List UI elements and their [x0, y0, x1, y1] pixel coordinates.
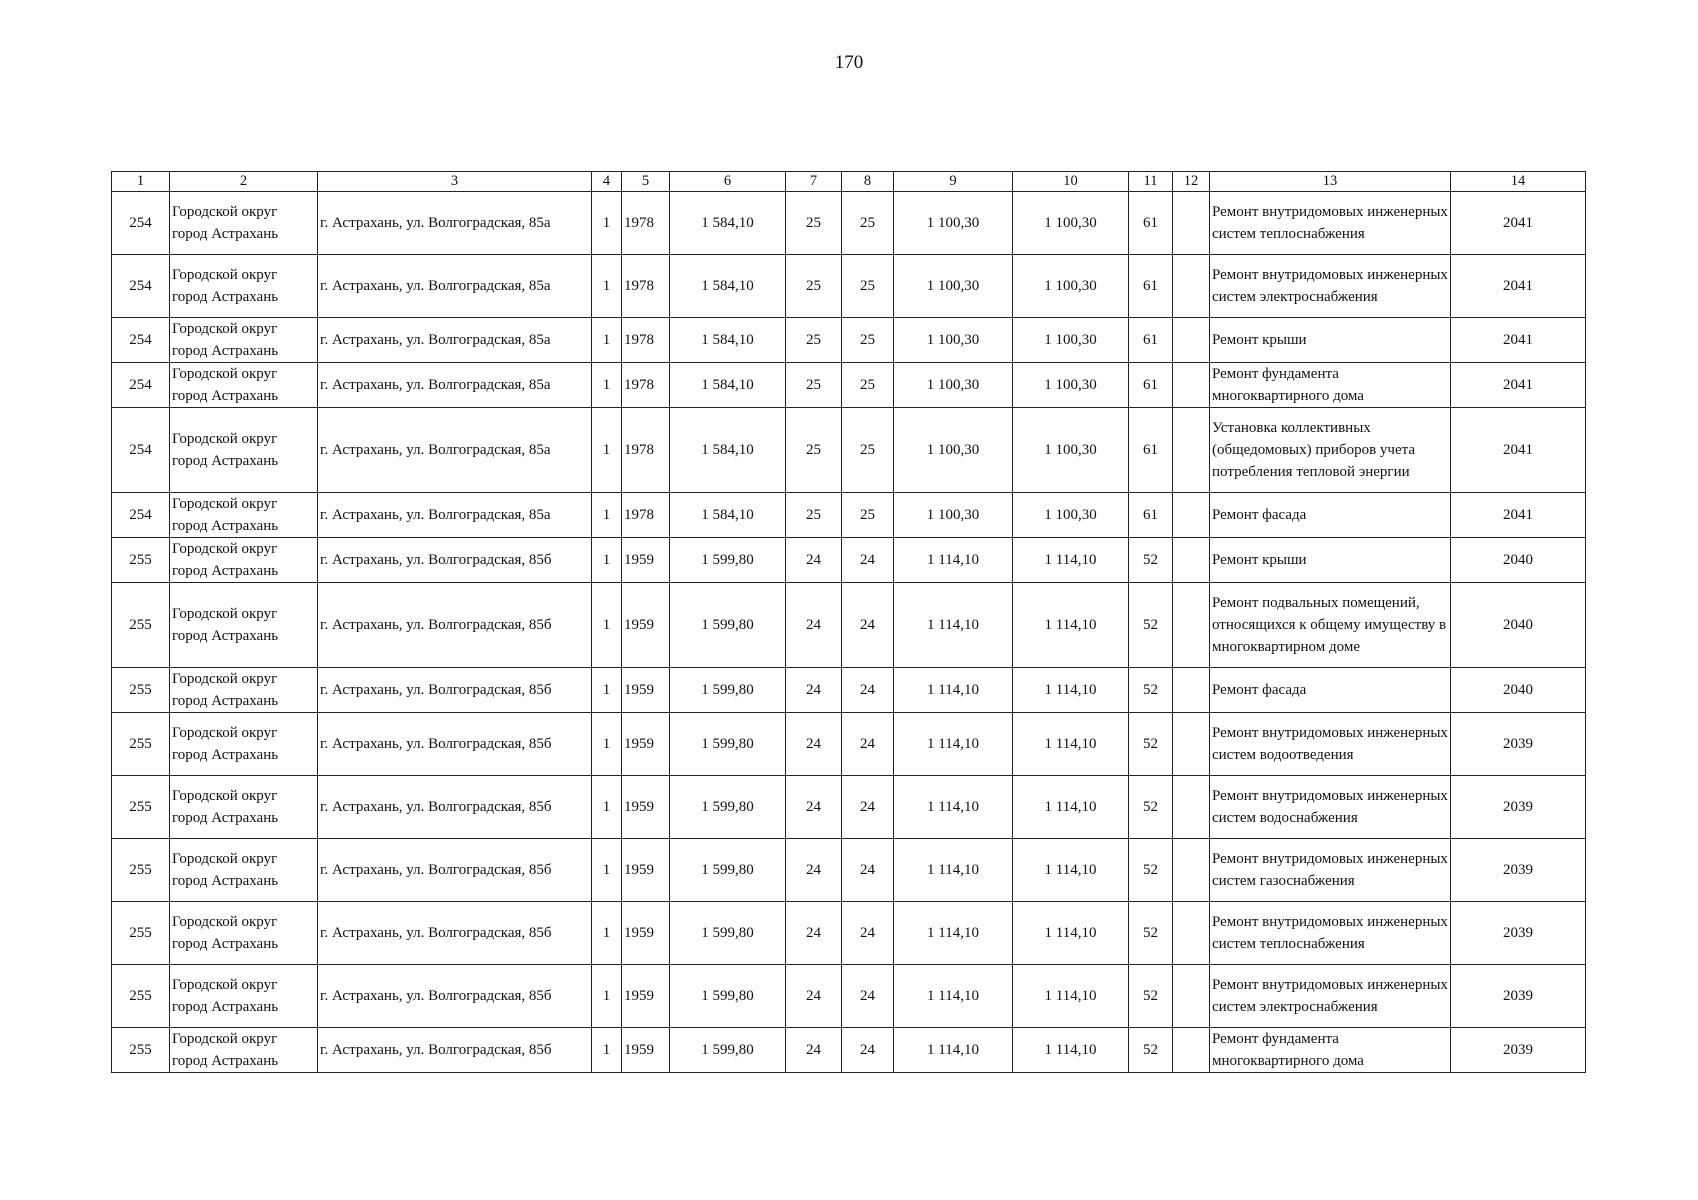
living-area-cell: 1 100,30 [894, 363, 1013, 408]
municipality-cell: Городской округ город Астрахань [170, 408, 318, 493]
wear-percent-cell: 61 [1129, 255, 1173, 318]
building-count-cell: 1 [592, 776, 622, 839]
building-count-cell: 1 [592, 493, 622, 538]
total-area-cell: 1 599,80 [670, 776, 786, 839]
total-area-cell: 1 599,80 [670, 668, 786, 713]
col-12-cell [1173, 538, 1210, 583]
construction-year-cell: 1959 [622, 776, 670, 839]
table-body [112, 192, 1586, 1073]
wear-percent-cell: 52 [1129, 583, 1173, 668]
residents-count-cell: 24 [842, 713, 894, 776]
total-area-cell: 1 584,10 [670, 255, 786, 318]
living-area-cell: 1 114,10 [894, 776, 1013, 839]
row-number-cell: 254 [112, 493, 170, 538]
table-row [112, 318, 1586, 363]
municipality-cell: Городской округ город Астрахань [170, 538, 318, 583]
building-count-cell: 1 [592, 965, 622, 1028]
row-number-cell: 255 [112, 1028, 170, 1073]
row-number-cell: 254 [112, 318, 170, 363]
address-cell: г. Астрахань, ул. Волгоградская, 85б [318, 538, 592, 583]
total-area-cell: 1 584,10 [670, 493, 786, 538]
construction-year-cell: 1959 [622, 668, 670, 713]
repair-work-type-cell: Ремонт подвальных помещений, относящихся к общему имуществу в многоквартирном доме [1210, 583, 1451, 668]
living-area-cell: 1 114,10 [894, 839, 1013, 902]
column-number-row [112, 172, 1586, 192]
address-cell: г. Астрахань, ул. Волгоградская, 85б [318, 965, 592, 1028]
residents-count-cell: 25 [842, 408, 894, 493]
col-header-1: 1 [112, 172, 170, 192]
page-number: 170 [834, 52, 864, 73]
planned-year-cell: 2039 [1451, 1028, 1586, 1073]
building-count-cell: 1 [592, 902, 622, 965]
construction-year-cell: 1978 [622, 493, 670, 538]
address-cell: г. Астрахань, ул. Волгоградская, 85б [318, 583, 592, 668]
building-count-cell: 1 [592, 192, 622, 255]
living-area-cell: 1 114,10 [894, 668, 1013, 713]
municipality-cell: Городской округ город Астрахань [170, 965, 318, 1028]
apartments-area-cell: 1 114,10 [1013, 583, 1129, 668]
planned-year-cell: 2041 [1451, 493, 1586, 538]
building-count-cell: 1 [592, 538, 622, 583]
living-area-cell: 1 114,10 [894, 538, 1013, 583]
apartment-count-cell: 24 [786, 538, 842, 583]
total-area-cell: 1 599,80 [670, 538, 786, 583]
wear-percent-cell: 61 [1129, 192, 1173, 255]
apartments-area-cell: 1 100,30 [1013, 408, 1129, 493]
residents-count-cell: 24 [842, 965, 894, 1028]
address-cell: г. Астрахань, ул. Волгоградская, 85б [318, 902, 592, 965]
wear-percent-cell: 52 [1129, 538, 1173, 583]
row-number-cell: 255 [112, 538, 170, 583]
building-count-cell: 1 [592, 583, 622, 668]
building-count-cell: 1 [592, 318, 622, 363]
col-header-8: 8 [842, 172, 894, 192]
construction-year-cell: 1978 [622, 192, 670, 255]
col-header-5: 5 [622, 172, 670, 192]
col-header-12: 12 [1173, 172, 1210, 192]
col-12-cell [1173, 493, 1210, 538]
planned-year-cell: 2040 [1451, 538, 1586, 583]
construction-year-cell: 1959 [622, 1028, 670, 1073]
address-cell: г. Астрахань, ул. Волгоградская, 85а [318, 363, 592, 408]
residents-count-cell: 24 [842, 668, 894, 713]
construction-year-cell: 1978 [622, 255, 670, 318]
col-12-cell [1173, 1028, 1210, 1073]
col-12-cell [1173, 776, 1210, 839]
repair-work-type-cell: Ремонт внутридомовых инженерных систем газоснабжения [1210, 839, 1451, 902]
apartment-count-cell: 25 [786, 255, 842, 318]
col-header-11: 11 [1129, 172, 1173, 192]
row-number-cell: 255 [112, 965, 170, 1028]
planned-year-cell: 2039 [1451, 965, 1586, 1028]
address-cell: г. Астрахань, ул. Волгоградская, 85а [318, 408, 592, 493]
building-count-cell: 1 [592, 363, 622, 408]
apartment-count-cell: 25 [786, 408, 842, 493]
apartments-area-cell: 1 100,30 [1013, 318, 1129, 363]
apartments-area-cell: 1 114,10 [1013, 965, 1129, 1028]
living-area-cell: 1 114,10 [894, 965, 1013, 1028]
planned-year-cell: 2041 [1451, 408, 1586, 493]
residents-count-cell: 25 [842, 192, 894, 255]
apartment-count-cell: 24 [786, 668, 842, 713]
wear-percent-cell: 52 [1129, 839, 1173, 902]
col-12-cell [1173, 408, 1210, 493]
col-header-2: 2 [170, 172, 318, 192]
col-header-13: 13 [1210, 172, 1451, 192]
residents-count-cell: 24 [842, 583, 894, 668]
col-12-cell [1173, 902, 1210, 965]
repair-work-type-cell: Ремонт внутридомовых инженерных систем электроснабжения [1210, 965, 1451, 1028]
row-number-cell: 255 [112, 668, 170, 713]
building-count-cell: 1 [592, 839, 622, 902]
apartments-area-cell: 1 100,30 [1013, 255, 1129, 318]
residents-count-cell: 24 [842, 538, 894, 583]
apartment-count-cell: 25 [786, 363, 842, 408]
row-number-cell: 255 [112, 839, 170, 902]
apartment-count-cell: 24 [786, 839, 842, 902]
repair-work-type-cell: Ремонт фасада [1210, 668, 1451, 713]
residents-count-cell: 24 [842, 1028, 894, 1073]
table-row [112, 538, 1586, 583]
planned-year-cell: 2040 [1451, 668, 1586, 713]
col-12-cell [1173, 965, 1210, 1028]
residents-count-cell: 24 [842, 839, 894, 902]
table-row [112, 776, 1586, 839]
col-12-cell [1173, 713, 1210, 776]
col-header-7: 7 [786, 172, 842, 192]
col-header-6: 6 [670, 172, 786, 192]
municipality-cell: Городской округ город Астрахань [170, 668, 318, 713]
municipality-cell: Городской округ город Астрахань [170, 318, 318, 363]
municipality-cell: Городской округ город Астрахань [170, 776, 318, 839]
living-area-cell: 1 100,30 [894, 192, 1013, 255]
planned-year-cell: 2039 [1451, 713, 1586, 776]
apartments-area-cell: 1 100,30 [1013, 192, 1129, 255]
col-12-cell [1173, 668, 1210, 713]
repair-work-type-cell: Ремонт внутридомовых инженерных систем теплоснабжения [1210, 192, 1451, 255]
table-row [112, 1028, 1586, 1073]
total-area-cell: 1 584,10 [670, 318, 786, 363]
planned-year-cell: 2041 [1451, 318, 1586, 363]
col-12-cell [1173, 318, 1210, 363]
row-number-cell: 255 [112, 776, 170, 839]
building-count-cell: 1 [592, 1028, 622, 1073]
table-row [112, 363, 1586, 408]
apartment-count-cell: 24 [786, 583, 842, 668]
construction-year-cell: 1959 [622, 713, 670, 776]
col-header-9: 9 [894, 172, 1013, 192]
apartments-area-cell: 1 114,10 [1013, 713, 1129, 776]
address-cell: г. Астрахань, ул. Волгоградская, 85б [318, 776, 592, 839]
municipality-cell: Городской округ город Астрахань [170, 1028, 318, 1073]
col-12-cell [1173, 583, 1210, 668]
municipality-cell: Городской округ город Астрахань [170, 583, 318, 668]
building-count-cell: 1 [592, 408, 622, 493]
row-number-cell: 254 [112, 255, 170, 318]
row-number-cell: 255 [112, 583, 170, 668]
living-area-cell: 1 114,10 [894, 713, 1013, 776]
table-row [112, 408, 1586, 493]
planned-year-cell: 2041 [1451, 192, 1586, 255]
construction-year-cell: 1959 [622, 965, 670, 1028]
row-number-cell: 254 [112, 363, 170, 408]
residents-count-cell: 25 [842, 363, 894, 408]
total-area-cell: 1 599,80 [670, 839, 786, 902]
repair-work-type-cell: Ремонт фасада [1210, 493, 1451, 538]
col-12-cell [1173, 255, 1210, 318]
residents-count-cell: 24 [842, 776, 894, 839]
living-area-cell: 1 114,10 [894, 583, 1013, 668]
residents-count-cell: 24 [842, 902, 894, 965]
address-cell: г. Астрахань, ул. Волгоградская, 85б [318, 839, 592, 902]
address-cell: г. Астрахань, ул. Волгоградская, 85а [318, 318, 592, 363]
apartments-area-cell: 1 114,10 [1013, 1028, 1129, 1073]
apartments-area-cell: 1 100,30 [1013, 363, 1129, 408]
wear-percent-cell: 52 [1129, 776, 1173, 839]
total-area-cell: 1 599,80 [670, 713, 786, 776]
table-row [112, 192, 1586, 255]
col-12-cell [1173, 363, 1210, 408]
building-count-cell: 1 [592, 668, 622, 713]
total-area-cell: 1 599,80 [670, 902, 786, 965]
municipality-cell: Городской округ город Астрахань [170, 192, 318, 255]
wear-percent-cell: 52 [1129, 965, 1173, 1028]
table-row [112, 902, 1586, 965]
repair-work-type-cell: Ремонт внутридомовых инженерных систем водоснабжения [1210, 776, 1451, 839]
address-cell: г. Астрахань, ул. Волгоградская, 85б [318, 713, 592, 776]
wear-percent-cell: 61 [1129, 318, 1173, 363]
table-row [112, 713, 1586, 776]
construction-year-cell: 1959 [622, 902, 670, 965]
living-area-cell: 1 114,10 [894, 1028, 1013, 1073]
total-area-cell: 1 599,80 [670, 965, 786, 1028]
repair-work-type-cell: Ремонт внутридомовых инженерных систем водоотведения [1210, 713, 1451, 776]
wear-percent-cell: 52 [1129, 668, 1173, 713]
construction-year-cell: 1959 [622, 839, 670, 902]
planned-year-cell: 2039 [1451, 902, 1586, 965]
col-header-4: 4 [592, 172, 622, 192]
address-cell: г. Астрахань, ул. Волгоградская, 85б [318, 668, 592, 713]
planned-year-cell: 2041 [1451, 363, 1586, 408]
row-number-cell: 255 [112, 713, 170, 776]
municipality-cell: Городской округ город Астрахань [170, 493, 318, 538]
table-row [112, 583, 1586, 668]
apartment-count-cell: 24 [786, 902, 842, 965]
table-row [112, 668, 1586, 713]
address-cell: г. Астрахань, ул. Волгоградская, 85а [318, 255, 592, 318]
residents-count-cell: 25 [842, 318, 894, 363]
planned-year-cell: 2041 [1451, 255, 1586, 318]
repair-work-type-cell: Ремонт крыши [1210, 538, 1451, 583]
apartments-area-cell: 1 100,30 [1013, 493, 1129, 538]
apartments-area-cell: 1 114,10 [1013, 902, 1129, 965]
apartments-area-cell: 1 114,10 [1013, 538, 1129, 583]
wear-percent-cell: 52 [1129, 713, 1173, 776]
apartment-count-cell: 24 [786, 1028, 842, 1073]
table-row [112, 493, 1586, 538]
row-number-cell: 254 [112, 192, 170, 255]
apartment-count-cell: 25 [786, 318, 842, 363]
living-area-cell: 1 100,30 [894, 255, 1013, 318]
address-cell: г. Астрахань, ул. Волгоградская, 85б [318, 1028, 592, 1073]
living-area-cell: 1 114,10 [894, 902, 1013, 965]
repair-work-type-cell: Ремонт фундамента многоквартирного дома [1210, 1028, 1451, 1073]
table-row [112, 965, 1586, 1028]
col-header-3: 3 [318, 172, 592, 192]
capital-repair-table [111, 171, 1586, 1073]
wear-percent-cell: 61 [1129, 493, 1173, 538]
planned-year-cell: 2040 [1451, 583, 1586, 668]
repair-work-type-cell: Ремонт внутридомовых инженерных систем теплоснабжения [1210, 902, 1451, 965]
municipality-cell: Городской округ город Астрахань [170, 255, 318, 318]
total-area-cell: 1 584,10 [670, 408, 786, 493]
total-area-cell: 1 584,10 [670, 192, 786, 255]
apartment-count-cell: 24 [786, 965, 842, 1028]
col-12-cell [1173, 839, 1210, 902]
apartment-count-cell: 24 [786, 776, 842, 839]
municipality-cell: Городской округ город Астрахань [170, 363, 318, 408]
apartments-area-cell: 1 114,10 [1013, 839, 1129, 902]
construction-year-cell: 1978 [622, 363, 670, 408]
wear-percent-cell: 61 [1129, 408, 1173, 493]
municipality-cell: Городской округ город Астрахань [170, 713, 318, 776]
repair-work-type-cell: Ремонт фундамента многоквартирного дома [1210, 363, 1451, 408]
address-cell: г. Астрахань, ул. Волгоградская, 85а [318, 192, 592, 255]
apartment-count-cell: 24 [786, 713, 842, 776]
col-12-cell [1173, 192, 1210, 255]
municipality-cell: Городской округ город Астрахань [170, 839, 318, 902]
construction-year-cell: 1978 [622, 408, 670, 493]
repair-work-type-cell: Ремонт внутридомовых инженерных систем электроснабжения [1210, 255, 1451, 318]
wear-percent-cell: 52 [1129, 1028, 1173, 1073]
living-area-cell: 1 100,30 [894, 318, 1013, 363]
row-number-cell: 254 [112, 408, 170, 493]
living-area-cell: 1 100,30 [894, 493, 1013, 538]
building-count-cell: 1 [592, 255, 622, 318]
residents-count-cell: 25 [842, 493, 894, 538]
apartment-count-cell: 25 [786, 192, 842, 255]
municipality-cell: Городской округ город Астрахань [170, 902, 318, 965]
residents-count-cell: 25 [842, 255, 894, 318]
col-header-10: 10 [1013, 172, 1129, 192]
planned-year-cell: 2039 [1451, 839, 1586, 902]
apartment-count-cell: 25 [786, 493, 842, 538]
table-row [112, 839, 1586, 902]
planned-year-cell: 2039 [1451, 776, 1586, 839]
total-area-cell: 1 599,80 [670, 1028, 786, 1073]
apartments-area-cell: 1 114,10 [1013, 668, 1129, 713]
wear-percent-cell: 52 [1129, 902, 1173, 965]
building-count-cell: 1 [592, 713, 622, 776]
table-row [112, 255, 1586, 318]
apartments-area-cell: 1 114,10 [1013, 776, 1129, 839]
wear-percent-cell: 61 [1129, 363, 1173, 408]
construction-year-cell: 1959 [622, 583, 670, 668]
construction-year-cell: 1959 [622, 538, 670, 583]
address-cell: г. Астрахань, ул. Волгоградская, 85а [318, 493, 592, 538]
construction-year-cell: 1978 [622, 318, 670, 363]
row-number-cell: 255 [112, 902, 170, 965]
repair-work-type-cell: Установка коллективных (общедомовых) приборов учета потребления тепловой энергии [1210, 408, 1451, 493]
total-area-cell: 1 584,10 [670, 363, 786, 408]
total-area-cell: 1 599,80 [670, 583, 786, 668]
living-area-cell: 1 100,30 [894, 408, 1013, 493]
col-header-14: 14 [1451, 172, 1586, 192]
repair-work-type-cell: Ремонт крыши [1210, 318, 1451, 363]
